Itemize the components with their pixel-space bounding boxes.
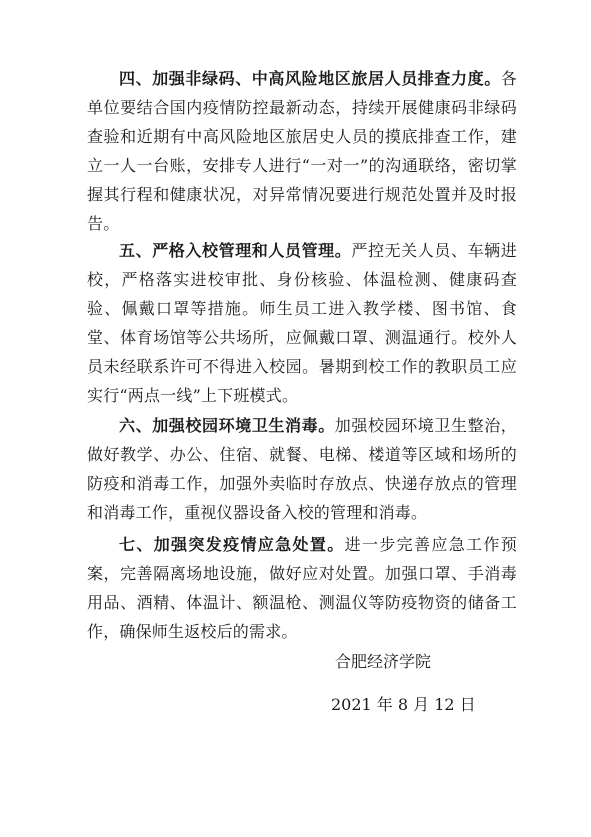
signature-date: 2021 年 8 月 12 日 — [331, 695, 476, 714]
section-5 — [87, 236, 517, 410]
section-6 — [87, 411, 517, 527]
section-heading: 五、严格入校管理和人员管理。 — [119, 241, 352, 260]
section-heading: 六、加强校园环境卫生消毒。 — [119, 416, 335, 435]
section-heading: 四、加强非绿码、中高风险地区旅居人员排查力度。 — [119, 69, 501, 88]
section-body: 严控无关人员、车辆进校，严格落实进校审批、身份核验、体温检测、健康码查验、佩戴口罩等措施。师生员工进入教学楼、图书馆、食堂、体育场馆等公共场所，应佩戴口罩、测温通行。校外人员未经联系许可不得进入校园。暑期到校工作的教职员工应实行“两点一线”上下班模式。 — [87, 241, 517, 405]
section-body: 进一步完善应急工作预案，完善隔离场地设施，做好应对处置。加强口罩、手消毒用品、酒精、体温计、额温枪、测温仪等防疫物资的储备工作，确保师生返校后的需求。 — [87, 535, 517, 641]
signature-organization: 合肥经济学院 — [335, 652, 432, 671]
section-body: 各单位要结合国内疫情防控最新动态，持续开展健康码非绿码查验和近期有中高风险地区旅居史人员的摸底排查工作，建立一人一台账，安排专人进行“一对一”的沟通联络，密切掌握其行程和健康状况，对异常情况要进行规范处置并及时报告。 — [87, 69, 517, 233]
section-body: 加强校园环境卫生整治，做好教学、办公、住宿、就餐、电梯、楼道等区域和场所的防疫和消毒工作，加强外卖临时存放点、快递存放点的管理和消毒工作，重视仪器设备入校的管理和消毒。 — [87, 416, 517, 522]
section-4 — [87, 64, 517, 238]
section-7 — [87, 530, 517, 646]
section-heading: 七、加强突发疫情应急处置。 — [119, 535, 345, 554]
